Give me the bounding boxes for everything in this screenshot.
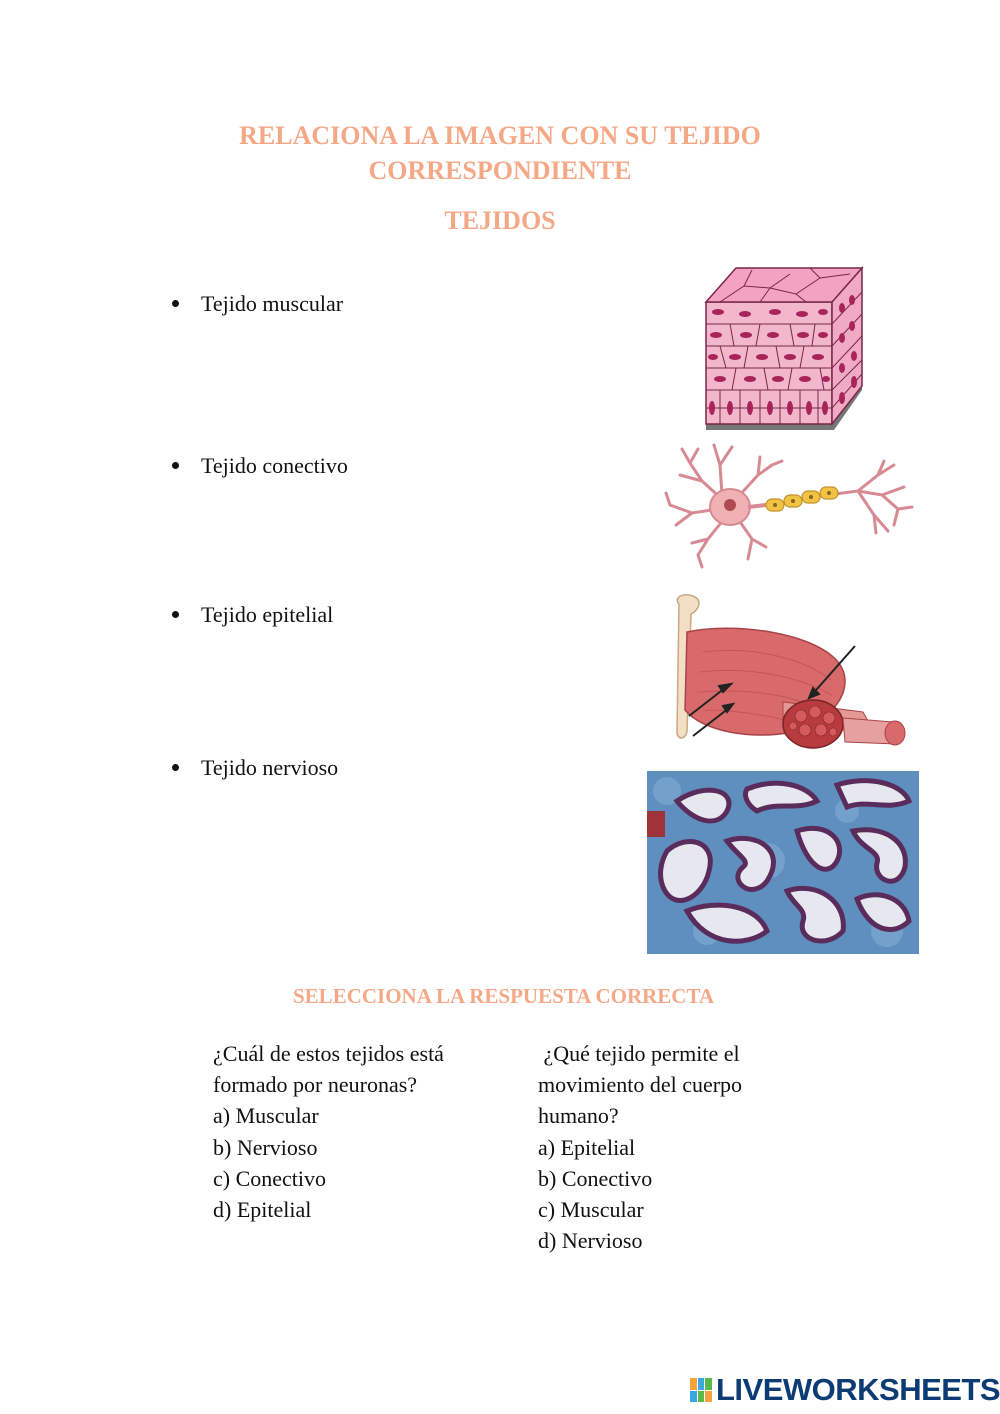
neuron-image[interactable] xyxy=(662,435,916,569)
neuron-icon xyxy=(662,435,916,569)
question-1-option-b[interactable]: b) Nervioso xyxy=(213,1134,318,1160)
page-title-line2: CORRESPONDIENTE xyxy=(368,156,632,185)
connective-tissue-image[interactable] xyxy=(647,771,919,954)
epithelial-tissue-image[interactable] xyxy=(700,264,866,430)
question-2-option-d[interactable]: d) Nervioso xyxy=(538,1228,643,1254)
question-1-option-d[interactable]: d) Epitelial xyxy=(213,1197,312,1223)
list-item-label: Tejido epitelial xyxy=(201,602,334,627)
question-1-text-line2: formado por neuronas? xyxy=(213,1072,418,1098)
bullet-icon xyxy=(172,300,179,307)
list-item-label: Tejido conectivo xyxy=(201,453,348,478)
bullet-icon xyxy=(172,462,179,469)
list-item-label: Tejido nervioso xyxy=(201,755,339,780)
connective-tissue-icon xyxy=(647,771,919,954)
page-title-line1: RELACIONA LA IMAGEN CON SU TEJIDO xyxy=(239,121,761,150)
liveworksheets-logo xyxy=(690,1373,1000,1407)
section-title-selecciona: SELECCIONA LA RESPUESTA CORRECTA xyxy=(293,984,715,1008)
epithelial-tissue-icon xyxy=(700,264,866,430)
liveworksheets-logo-text: LIVEWORKSHEETS xyxy=(716,1372,1000,1407)
question-1 xyxy=(213,1038,444,1225)
question-1-option-a[interactable]: a) Muscular xyxy=(213,1103,319,1129)
muscle-icon xyxy=(663,592,913,754)
question-2 xyxy=(538,1038,742,1256)
question-2-option-c[interactable]: c) Muscular xyxy=(538,1197,644,1223)
list-item-tejido-nervioso[interactable] xyxy=(172,755,338,781)
list-item-tejido-muscular[interactable] xyxy=(172,291,343,317)
section-title-tejidos: TEJIDOS xyxy=(444,206,556,235)
bullet-icon xyxy=(172,764,179,771)
muscle-image[interactable] xyxy=(663,592,913,754)
bullet-icon xyxy=(172,611,179,618)
question-2-text-line2: movimiento del cuerpo xyxy=(538,1072,743,1098)
question-2-option-a[interactable]: a) Epitelial xyxy=(538,1134,636,1160)
question-2-text-line3: humano? xyxy=(538,1103,619,1129)
question-2-option-b[interactable]: b) Conectivo xyxy=(538,1165,653,1191)
list-item-tejido-conectivo[interactable] xyxy=(172,453,348,479)
list-item-label: Tejido muscular xyxy=(201,291,344,316)
question-1-text-line1: ¿Cuál de estos tejidos está xyxy=(213,1041,444,1066)
question-2-text-line1: ¿Qué tejido permite el xyxy=(538,1041,740,1066)
list-item-tejido-epitelial[interactable] xyxy=(172,602,333,628)
question-1-option-c[interactable]: c) Conectivo xyxy=(213,1165,327,1191)
liveworksheets-logo-icon xyxy=(690,1378,712,1402)
